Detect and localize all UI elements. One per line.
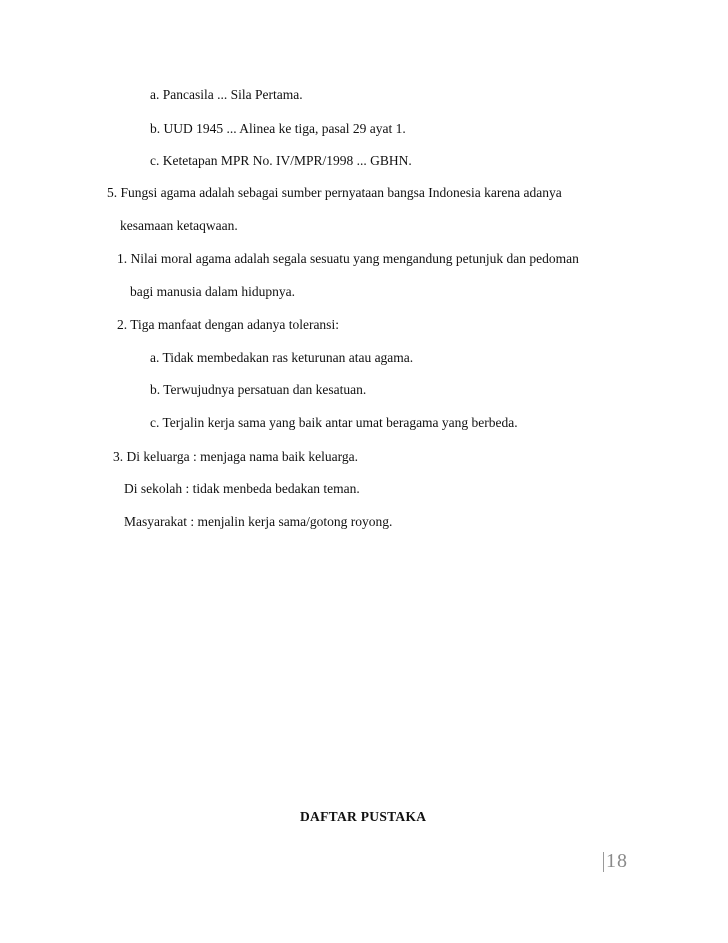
page-number-divider [603, 852, 604, 872]
text-line: Masyarakat : menjalin kerja sama/gotong royong. [124, 514, 393, 529]
text-line: kesamaan ketaqwaan. [120, 218, 238, 233]
text-line: 5. Fungsi agama adalah sebagai sumber pernyataan bangsa Indonesia karena adanya [107, 185, 562, 200]
text-line: 2. Tiga manfaat dengan adanya toleransi: [117, 317, 339, 332]
text-line: Di sekolah : tidak menbeda bedakan teman. [124, 481, 360, 496]
text-line: b. Terwujudnya persatuan dan kesatuan. [150, 382, 367, 397]
section-heading: DAFTAR PUSTAKA [300, 809, 427, 824]
text-line: a. Tidak membedakan ras keturunan atau agama. [150, 350, 414, 365]
text-line: bagi manusia dalam hidupnya. [130, 284, 295, 299]
text-line: b. UUD 1945 ... Alinea ke tiga, pasal 29 ayat 1. [150, 121, 406, 136]
page-number: 18 [606, 850, 628, 872]
text-line: c. Terjalin kerja sama yang baik antar umat beragama yang berbeda. [150, 415, 518, 430]
text-line: c. Ketetapan MPR No. IV/MPR/1998 ... GBHN. [150, 153, 412, 168]
text-line: a. Pancasila ... Sila Pertama. [150, 87, 303, 102]
text-line: 3. Di keluarga : menjaga nama baik keluarga. [113, 449, 359, 464]
text-line: 1. Nilai moral agama adalah segala sesuatu yang mengandung petunjuk dan pedoman [117, 251, 579, 266]
